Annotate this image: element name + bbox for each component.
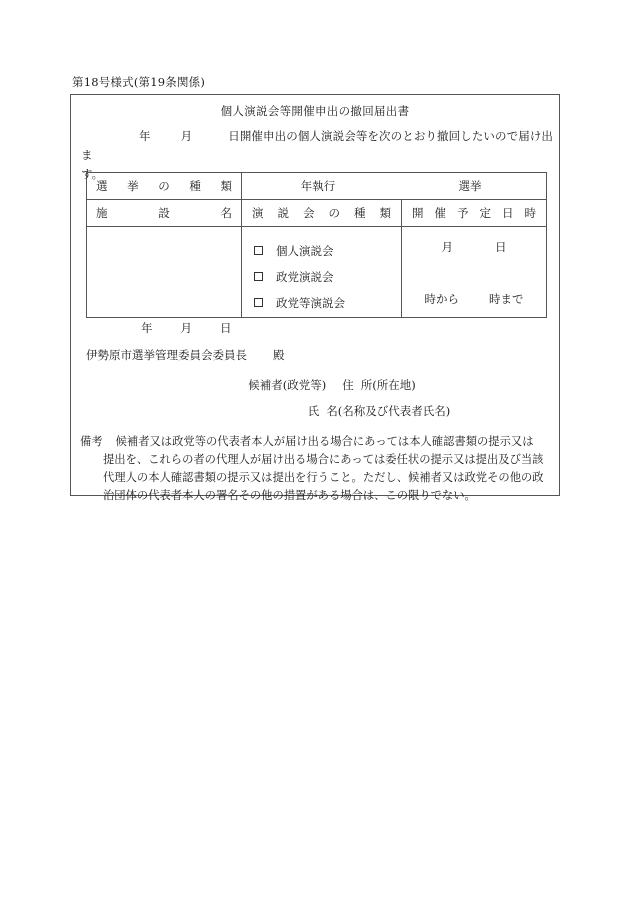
checkbox-row-party-etc[interactable]: [254, 290, 401, 316]
name-value-label: 名(名称及び代表者氏名): [326, 404, 451, 418]
header-char: 予: [457, 206, 469, 220]
header-char: 種: [189, 179, 201, 193]
signature-name-line[interactable]: [71, 403, 559, 419]
schedule-input-cell[interactable]: [402, 227, 547, 318]
header-char: 定: [479, 206, 491, 220]
application-table: [86, 172, 547, 318]
form-number-label: 第18号様式(第19条関係): [72, 75, 206, 89]
header-char: 施: [96, 206, 108, 220]
header-char: 種: [354, 206, 366, 220]
lead-year-label: 年: [139, 129, 151, 143]
header-facility-name-cell: [87, 200, 242, 227]
checkbox-label: 政党演説会: [276, 269, 334, 284]
header-char: 類: [379, 206, 391, 220]
checkbox-label: 政党等演説会: [276, 295, 345, 310]
date-year-label: 年: [141, 321, 153, 335]
header-election-name-cell: [242, 173, 547, 200]
header-char: 日: [502, 206, 514, 220]
header-char: 演: [252, 206, 264, 220]
lead-month-label: 月: [180, 129, 193, 143]
submission-date-line[interactable]: [141, 320, 232, 336]
name-key-label: 氏: [307, 404, 320, 418]
header-char: 説: [277, 206, 289, 220]
candidate-label: 候補者(政党等): [248, 378, 327, 392]
speech-type-options-cell: [242, 227, 402, 318]
header-char: 挙: [127, 179, 139, 193]
signature-address-line[interactable]: [71, 377, 559, 393]
checkbox-icon[interactable]: [254, 246, 263, 255]
checkbox-icon[interactable]: [254, 272, 263, 281]
header-char: の: [328, 206, 340, 220]
remarks-line: 代理人の本人確認書類の提示又は提出を行うこと。ただし、候補者又は政党その他の政: [103, 471, 544, 484]
header-char: 選: [96, 179, 108, 193]
election-word-label: 選挙: [458, 179, 482, 193]
address-value-label: 所(所在地): [360, 378, 416, 392]
table-body-row: [87, 227, 547, 318]
schedule-month-label: 月: [441, 240, 453, 254]
remarks-head-label: 備考: [80, 435, 103, 448]
remarks-line: 提出を、これらの者の代理人が届け出る場合にあっては委任状の提示又は提出及び当該: [103, 453, 544, 466]
header-char: 類: [220, 179, 232, 193]
schedule-date-line: [402, 239, 546, 255]
checkbox-row-individual[interactable]: [254, 238, 401, 264]
table-header-row-2: [87, 200, 547, 227]
form-outer-frame: [70, 94, 560, 502]
header-char: 名: [220, 206, 232, 220]
lead-body-text-wrap: す。: [81, 167, 104, 181]
date-day-label: 日: [220, 321, 232, 335]
schedule-to-label: 時まで: [489, 292, 524, 306]
header-char: 会: [303, 206, 315, 220]
addressee-line: [86, 347, 285, 363]
facility-name-input-cell[interactable]: [87, 227, 242, 318]
addressee-name: 伊勢原市選挙管理委員会委員長: [86, 348, 247, 362]
checkbox-row-party[interactable]: [254, 264, 401, 290]
header-speech-type-cell: [242, 200, 402, 227]
schedule-from-label: 時から: [424, 292, 459, 306]
header-schedule-cell: [402, 200, 547, 227]
addressee-honorific: 殿: [273, 348, 285, 362]
schedule-time-line: [402, 291, 546, 307]
header-char: 催: [434, 206, 446, 220]
remarks-text: 候補者又は政党等の代表者本人が届け出る場合にあっては本人確認書類の提示又は: [115, 435, 534, 448]
checkbox-label: 個人演説会: [276, 243, 334, 258]
election-year-label: 年執行: [300, 179, 336, 193]
checkbox-icon[interactable]: [254, 298, 263, 307]
header-char: の: [158, 179, 170, 193]
address-key-label: 住: [342, 378, 354, 392]
header-char: 時: [524, 206, 536, 220]
schedule-day-label: 日: [495, 240, 507, 254]
lead-body-text: 日開催申出の個人演説会等を次のとおり撤回したいので届け出ま: [81, 129, 554, 162]
document-title: 個人演説会等開催申出の撤回届出書: [220, 104, 410, 118]
table-header-row-1: [87, 173, 547, 200]
header-election-type-cell: [87, 173, 242, 200]
remarks-line: [80, 433, 554, 451]
remarks-line: 治団体の代表者本人の署名その他の措置がある場合は、この限りでない。: [103, 489, 476, 502]
date-month-label: 月: [180, 321, 192, 335]
remarks-block: [80, 433, 554, 505]
header-char: 開: [412, 206, 424, 220]
header-char: 設: [158, 206, 170, 220]
